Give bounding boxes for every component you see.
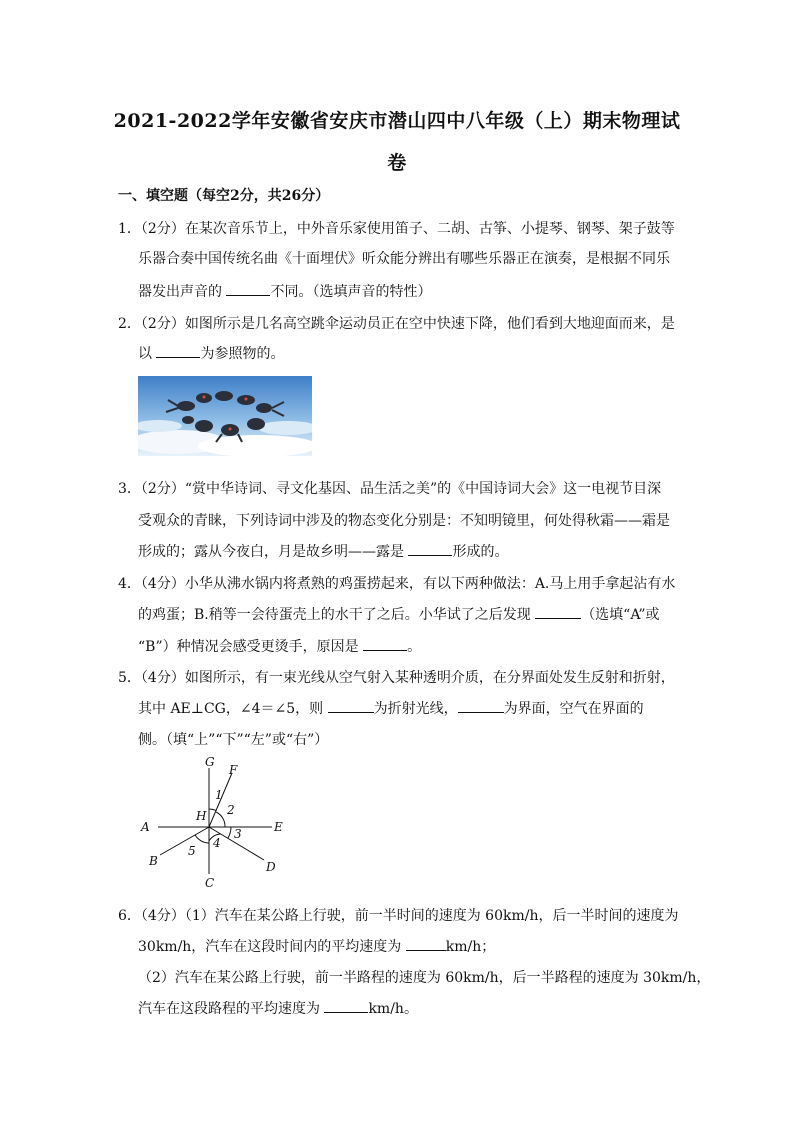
q4-line-2-text-a: 的鸡蛋；B.稍等一会待蛋壳上的水干了之后。小华试了之后发现 [138,607,536,623]
q3-line-3-text-b: 形成的。 [452,544,509,560]
q5-line-3: 侧。（填“上”“下”“左”或“右”） [138,732,329,748]
q2-line-2-text-a: 以 [138,346,157,362]
q6-line-4-text-b: km/h。 [368,1001,418,1017]
q2-line-2 [138,343,284,363]
answer-blank[interactable] [408,541,452,556]
q6-line-2-text-a: 30km/h，汽车在这段时间内的平均速度为 [138,939,406,955]
label-b: B [149,854,158,868]
angle-1-arc [209,809,216,810]
q1-line-1: 1．（2分）在某次音乐节上，中外音乐家使用笛子、二胡、古筝、小提琴、钢琴、架子鼓等 [118,221,675,237]
answer-blank[interactable] [156,343,200,358]
angle-2-arc [216,812,225,827]
label-angle-5: 5 [188,844,196,858]
label-angle-3: 3 [234,827,242,841]
q6-line-1: 6．（4分）（1）汽车在某公路上行驶，前一半时间的速度为 60km/h，后一半时间的速度为 [118,908,679,924]
page-title-line-2: 卷 [387,152,407,174]
q1-line-3-text-a: 器发出声音的 [138,284,227,300]
label-angle-2: 2 [227,803,235,817]
q2-line-1: 2．（2分）如图所示是几名高空跳伞运动员正在空中快速下降，他们看到大地迎面而来，是 [118,316,675,332]
light-refraction-diagram [136,752,296,892]
label-a: A [141,820,150,834]
angle-3-arc [228,827,231,838]
q1-line-3-text-b: 不同。（选填声音的特性） [270,284,432,300]
q4-line-2-text-b: （选填“A”或 [581,607,660,623]
label-e: E [274,820,283,834]
q6-line-4 [138,998,418,1018]
q4-line-3 [138,636,421,656]
q6-line-2 [138,936,495,956]
q3-line-2: 受观众的青睐，下列诗词中涉及的物态变化分别是：不知明镜里，何处得秋霜——霜是 [138,513,670,529]
answer-blank[interactable] [324,998,368,1013]
q4-line-1: 4．（4分）小华从沸水锅内将煮熟的鸡蛋捞起来，有以下两种做法：A.马上用手拿起沾有水 [118,576,676,592]
q5-line-2-text-b: 为折射光线， [373,701,458,717]
q5-line-2-text-c: 为界面，空气在界面的 [503,701,644,717]
label-angle-4: 4 [213,836,221,850]
skydivers-photo [138,376,312,456]
angle-5-arc [195,835,209,843]
q4-line-2 [138,604,660,624]
q5-line-1: 5．（4分）如图所示，有一束光线从空气射入某种透明介质，在分界面处发生反射和折射， [118,670,675,686]
label-angle-1: 1 [215,788,223,802]
answer-blank[interactable] [458,698,504,713]
q5-line-2-text-a: 其中 AE⊥CG，∠4＝∠5，则 [138,701,328,717]
q3-line-3-text-a: 形成的；露从今夜白，月是故乡明——露是 [138,544,409,560]
page-title-line-1: 2021-2022学年安徽省安庆市潜山四中八年级（上）期末物理试 [113,110,681,132]
label-h: H [196,809,207,823]
label-g: G [205,755,215,769]
q6-line-2-text-b: km/h； [445,939,496,955]
q5-line-2 [138,698,644,718]
q6-line-3: （2）汽车在某公路上行驶，前一半路程的速度为 60km/h，后一半路程的速度为 30km/h， [138,970,711,986]
label-c: C [205,876,215,890]
q6-line-4-text-a: 汽车在这段路程的平均速度为 [138,1001,325,1017]
q3-line-1: 3．（2分）“赏中华诗词、寻文化基因、品生活之美”的《中国诗词大会》这一电视节目深 [118,481,662,497]
answer-blank[interactable] [406,936,446,951]
q4-line-3-text-b: 。 [407,639,422,655]
q1-line-2: 乐器合奏中国传统名曲《十面埋伏》听众能分辨出有哪些乐器正在演奏，是根据不同乐 [138,251,670,267]
answer-blank[interactable] [363,636,407,651]
q1-line-3 [138,281,431,301]
answer-blank[interactable] [226,281,270,296]
answer-blank[interactable] [535,604,581,619]
q3-line-3 [138,541,508,561]
label-d: D [266,860,276,874]
answer-blank[interactable] [328,698,374,713]
section-heading: 一、填空题（每空2分，共26分） [118,188,330,204]
q4-line-3-text-a: “B”）种情况会感受更烫手，原因是 [138,639,364,655]
q2-line-2-text-b: 为参照物的。 [200,346,285,362]
label-f: F [229,763,238,777]
